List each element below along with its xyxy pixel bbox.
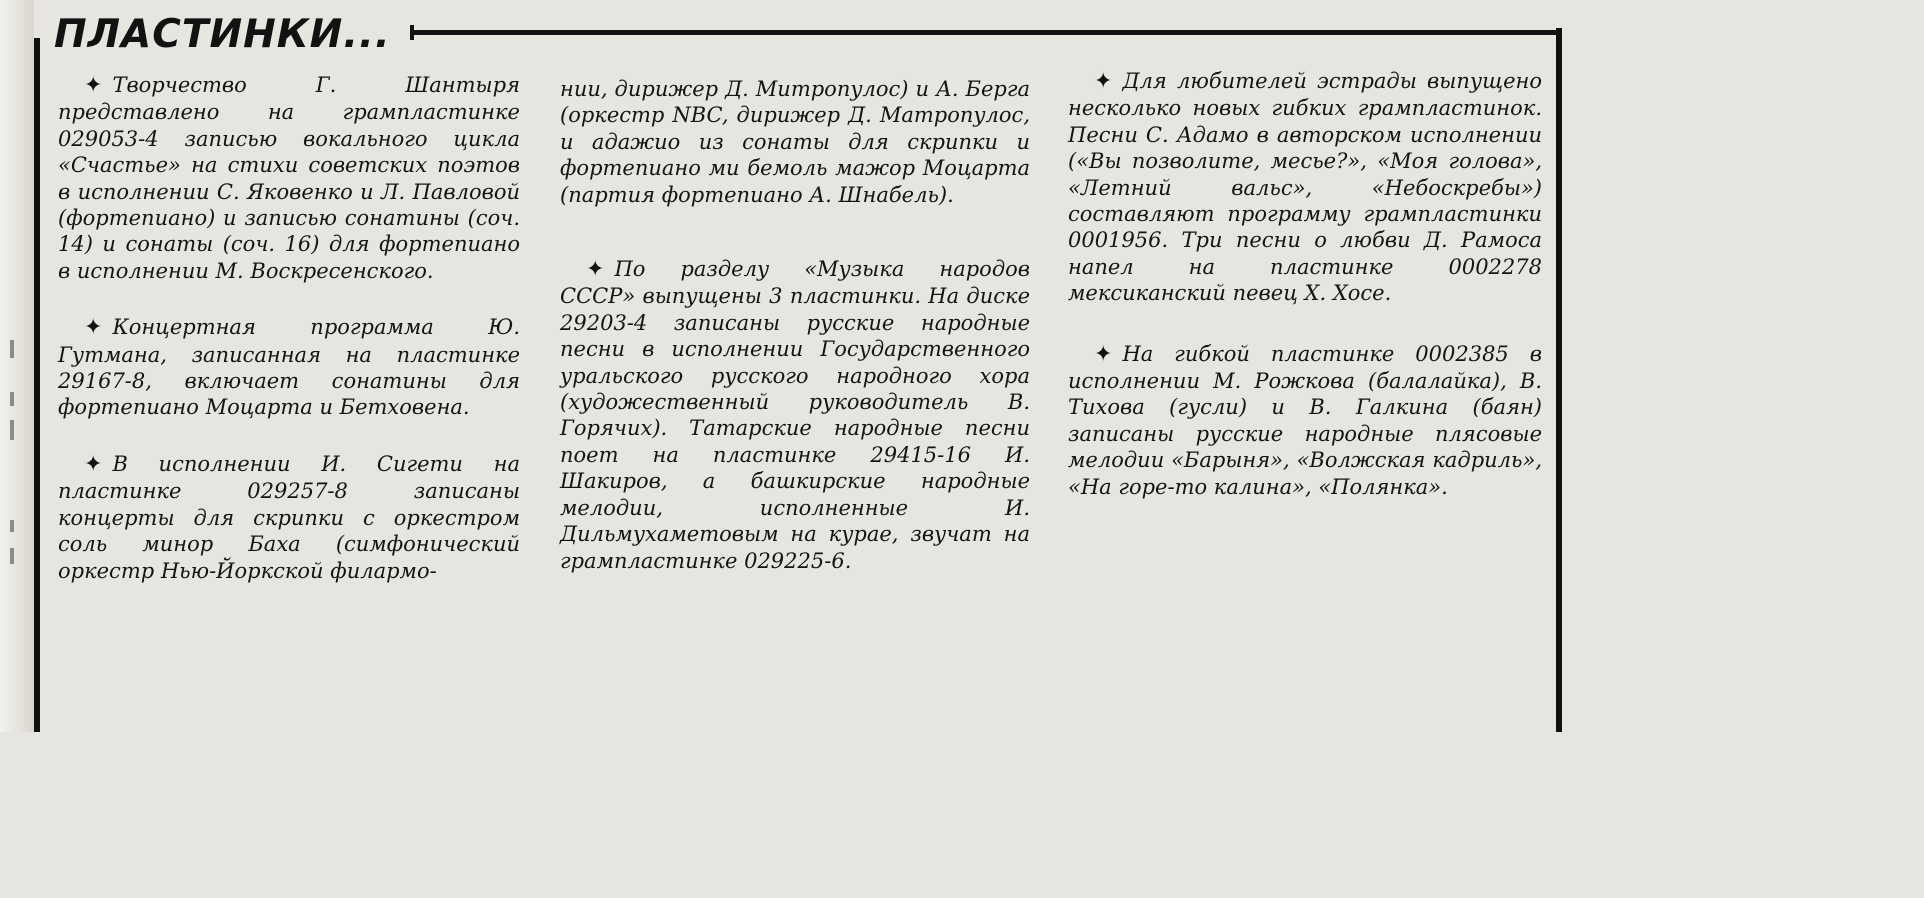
edge-mark — [10, 548, 14, 564]
column-1 — [58, 72, 520, 614]
paragraph-folk-music — [560, 256, 1030, 574]
paragraph-text: Концертная программа Ю. Гутмана, записанная на пластинке 29167-8, включает сонатины для фортепиано Моцарта и Бетховена. — [58, 315, 520, 420]
paragraph-continuation: нии, дирижер Д. Митропулос) и А. Берга (оркестр NBC, дирижер Д. Матропулос, и адажио из сонаты для скрипки и фортепиано ми бемоль мажор Моцарта (партия фортепиано А. Шнабель). — [560, 77, 1030, 207]
paragraph-text: Для любителей эстрады выпущено несколько новых гибких грампластинок. Песни С. Адамо в авторском исполнении («Вы позволите, месье?», «Моя голова», «Летний вальс», «Небоскребы») составляют программу грампластинки 0001956. Три песни о любви Д. Рамоса напел на пластинке 0002278 мексиканский певец Х. Хосе. — [1068, 69, 1542, 306]
article-headline: ПЛАСТИНКИ... — [54, 12, 391, 57]
paragraph-text: По разделу «Музыка народов СССР» выпущены 3 пластинки. На диске 29203-4 записаны русские народные песни в исполнении Государственного уральского русского народного хора (художественный руководитель В. Горячих). Татарские народные песни поет на пластинке 29415-16 И. Шакиров, а башкирские народные мелодии, исполненные И. Дильмухаметовым на курае, звучат на грампластинке 029225-6. — [560, 257, 1030, 573]
edge-mark — [10, 392, 14, 406]
edge-mark — [10, 420, 14, 440]
paragraph-shantyr — [58, 72, 520, 284]
edge-mark — [10, 340, 14, 358]
paragraph-estrada — [1068, 68, 1542, 307]
paragraph-gutman — [58, 314, 520, 421]
star-bullet-icon: ✦ — [84, 73, 103, 98]
star-bullet-icon: ✦ — [84, 315, 103, 341]
paragraph-text: Творчество Г. Шантыря представлено на грампластинке 029053-4 записью вокального цикла «Счастье» на стихи советских поэтов в исполнении С. Яковенко и Л. Павловой (фортепиано) и записью сонатины (соч. 14) и сонаты (соч. 16) для фортепиано в исполнении М. Воскресенского. — [58, 73, 520, 283]
star-bullet-icon: ✦ — [84, 451, 103, 477]
paragraph-szigeti — [58, 451, 520, 584]
frame-right-border — [1556, 28, 1562, 732]
column-2 — [560, 76, 1030, 604]
column-3 — [1068, 68, 1542, 530]
paragraph-text: На гибкой пластинке 0002385 в исполнении М. Рожкова (балалайка), В. Тихова (гусли) и В. Галкина (баян) записаны русские народные плясовые мелодии «Барыня», «Волжская кадриль», «На горе-то калина», «Полянка». — [1068, 341, 1542, 499]
page-edge-strip — [0, 0, 34, 732]
paragraph-text: В исполнении И. Сигети на пластинке 029257-8 записаны концерты для скрипки с оркестром соль минор Баха (симфонический оркестр Нью-Йоркской филармо- — [58, 451, 520, 583]
star-bullet-icon: ✦ — [586, 257, 605, 283]
star-bullet-icon: ✦ — [1094, 341, 1113, 367]
frame-left-border — [34, 38, 40, 732]
star-bullet-icon: ✦ — [1094, 69, 1113, 94]
edge-mark — [10, 520, 14, 532]
headline-rule — [410, 30, 1562, 35]
paragraph-flexi-disc — [1068, 341, 1542, 500]
